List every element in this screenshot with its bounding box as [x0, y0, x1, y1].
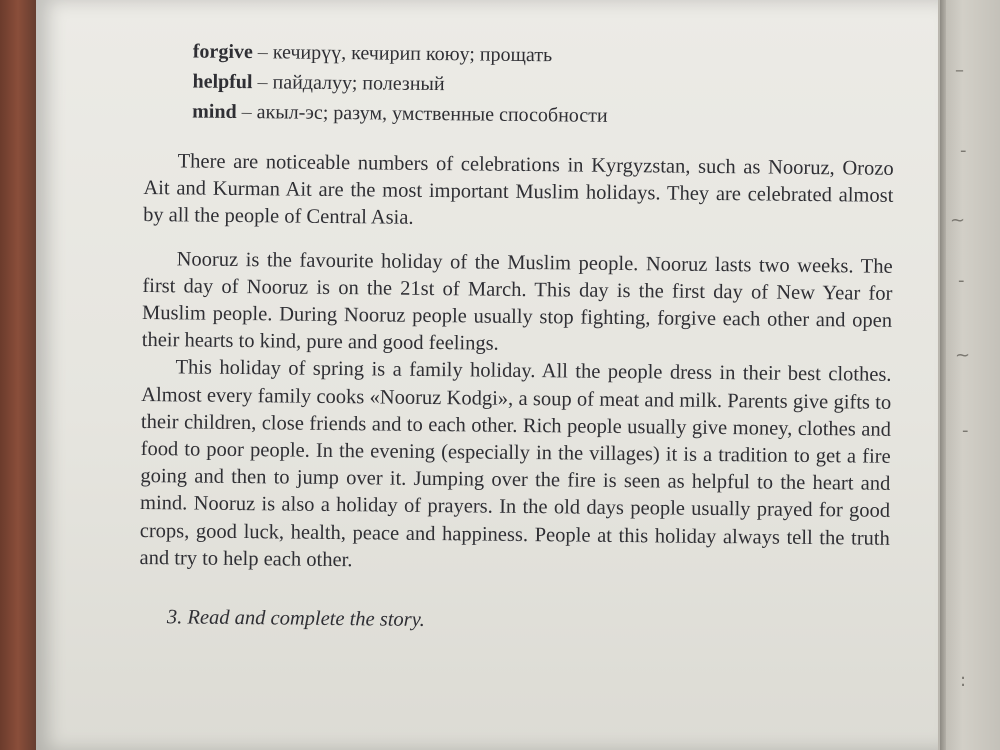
vocab-term: mind	[192, 100, 237, 123]
text-block	[139, 36, 895, 637]
paragraph-nooruz: Nooruz is the favourite holiday of the Muslim people. Nooruz lasts two weeks. The first day of Nooruz is on the 21st of March. This day is the first day of New Year for Muslim people. During Nooruz people usually stop fighting, forgive each other and open their hearts to kind, pure and good feelings.	[141, 247, 893, 355]
vocab-definition: акыл-эс; разум, умственные способности	[256, 101, 608, 127]
pencil-mark: -	[958, 270, 965, 291]
vocab-dash: –	[257, 41, 273, 64]
facing-page-edge	[938, 0, 1000, 750]
paragraph-spring-holiday: This holiday of spring is a family holiday. All the people dress in their best clothes. Almost every family cooks «Nooruz Kodgi», a soup of meat and milk. Parents give gifts to their children, close friends and to each other. Rich people usually give money, clothes and food to poor people. In the evening (especially in the villages) it is a tradition to get a fire going and then to jump over it. Jumping over the fire is seen as helpful to the heart and mind. Nooruz is also a holiday of prayers. In the old days people usually prayed for good crops, good luck, health, peace and happiness. People at this holiday always tell the truth and try to help each other.	[139, 356, 892, 572]
pencil-mark: -	[960, 140, 967, 161]
vocab-definition: кечирүү, кечирип коюу; прощать	[272, 41, 553, 67]
vocab-definition: пайдалуу; полезный	[272, 71, 445, 96]
pencil-mark: -	[962, 420, 969, 441]
pencil-mark: ~	[950, 210, 966, 231]
vocab-entry	[192, 96, 894, 133]
vocab-term: forgive	[192, 40, 253, 64]
vocab-term: helpful	[192, 70, 253, 94]
pencil-mark: :	[960, 670, 967, 691]
vocab-dash: –	[257, 71, 273, 94]
paragraph-intro: There are noticeable numbers of celebrations in Kyrgyzstan, such as Nooruz, Orozo Ait and Kurman Ait are the most important Muslim holidays. They are celebrated almost by all the people of Central Asia.	[143, 150, 894, 230]
pencil-mark: ~	[955, 345, 971, 366]
exercise-instruction: 3. Read and complete the story.	[166, 606, 425, 632]
book-spine	[0, 0, 40, 750]
pencil-mark: –	[955, 60, 964, 81]
page-fold-shadow	[940, 0, 946, 750]
vocabulary-list	[192, 37, 895, 134]
vocab-dash: –	[241, 101, 257, 124]
